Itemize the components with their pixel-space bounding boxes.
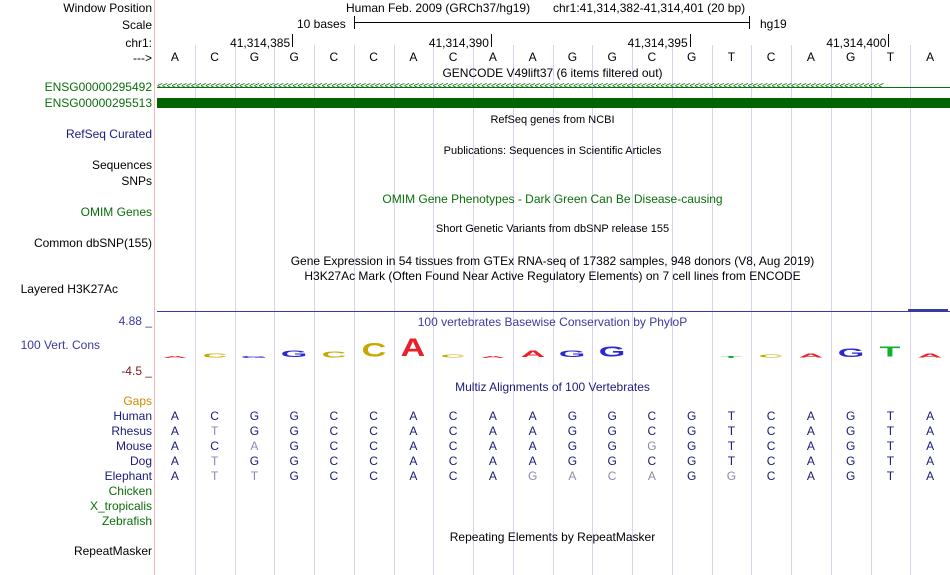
phylop-track-title[interactable]: 100 vertebrates Basewise Conservation by PhyloP — [417, 315, 688, 329]
repeatmasker-track-label[interactable]: RepeatMasker — [73, 544, 152, 558]
alignment-base: T — [886, 454, 895, 468]
alignment-base: G — [845, 439, 856, 453]
reference-base: C — [647, 50, 657, 64]
refseq-track-label[interactable]: RefSeq Curated — [65, 127, 152, 141]
alignment-base: A — [926, 409, 935, 423]
scale-bar — [354, 16, 750, 30]
alignment-base: A — [926, 424, 935, 438]
alignment-base: C — [766, 424, 776, 438]
alignment-base: T — [210, 454, 219, 468]
alignment-base: T — [250, 469, 259, 483]
reference-base: C — [210, 50, 219, 64]
phylop-logo-letter: G — [280, 348, 308, 360]
phylop-logo-letter: C — [758, 353, 784, 359]
reference-base: T — [886, 50, 895, 64]
alignment-base: G — [289, 439, 299, 453]
alignment-base: T — [886, 439, 895, 453]
gene-ens1-feature[interactable] — [157, 81, 950, 93]
gaps-label: Gaps — [123, 394, 152, 408]
alignment-base: T — [886, 424, 895, 438]
multiz-track-title[interactable]: Multiz Alignments of 100 Vertebrates — [455, 380, 650, 394]
reference-base: T — [727, 50, 736, 64]
alignment-base: G — [567, 454, 578, 468]
alignment-base: A — [409, 424, 418, 438]
alignment-base: G — [686, 469, 697, 483]
alignment-base: T — [727, 424, 736, 438]
alignment-base: G — [845, 454, 856, 468]
alignment-base: C — [210, 439, 219, 453]
alignment-base: A — [806, 469, 815, 483]
alignment-base: G — [845, 469, 856, 483]
reference-base: A — [409, 50, 418, 64]
alignment-base: A — [170, 409, 179, 423]
alignment-base: A — [488, 439, 497, 453]
reference-base: A — [488, 50, 497, 64]
chr-label: chr1: — [125, 36, 152, 50]
alignment-base: A — [806, 454, 815, 468]
alignment-base: C — [647, 424, 657, 438]
h3k27ac-signal-peak — [908, 309, 948, 311]
alignment-base: C — [369, 454, 378, 468]
alignment-base: C — [448, 439, 458, 453]
alignment-base: G — [289, 424, 299, 438]
alignment-base: A — [926, 454, 935, 468]
alignment-base: C — [329, 439, 339, 453]
alignment-base: A — [409, 409, 418, 423]
phylop-logo-letter: G — [559, 348, 586, 360]
ruler-coordinate: 41,314,400 — [826, 36, 887, 50]
alignment-base: T — [727, 439, 736, 453]
alignment-base: A — [806, 424, 815, 438]
alignment-base: A — [926, 439, 935, 453]
ruler-coordinate: 41,314,395 — [627, 36, 688, 50]
gene-label-ens1[interactable]: ENSG00000295492 — [44, 80, 152, 94]
reference-base: C — [329, 50, 339, 64]
alignment-base: A — [528, 439, 537, 453]
alignment-base: C — [448, 454, 458, 468]
snps-track-label[interactable]: SNPs — [121, 174, 152, 188]
reference-base: G — [289, 50, 299, 64]
alignment-base: C — [448, 409, 458, 423]
assembly-title: Human Feb. 2009 (GRCh37/hg19) — [346, 1, 531, 15]
alignment-base: A — [409, 439, 418, 453]
alignment-base: G — [289, 454, 299, 468]
gene-label-ens2[interactable]: ENSG00000295513 — [44, 96, 152, 110]
alignment-base: G — [249, 409, 260, 423]
alignment-base: G — [607, 439, 617, 453]
phylop-logo-letter: C — [321, 349, 347, 360]
alignment-base: C — [766, 454, 776, 468]
phylop-logo-letter: T — [720, 355, 742, 359]
phylop-logo-letter: G — [241, 355, 268, 359]
alignment-base: A — [528, 424, 537, 438]
phylop-ymax: 4.88 _ — [118, 314, 152, 328]
ruler-tick — [491, 34, 492, 47]
alignment-base: A — [528, 454, 537, 468]
species-label[interactable]: Dog — [129, 454, 152, 468]
scale-db-label: hg19 — [760, 17, 787, 31]
alignment-base: G — [686, 424, 697, 438]
reference-base: G — [249, 50, 260, 64]
phylop-logo-letter: C — [440, 353, 466, 359]
publications-track-title[interactable]: Publications: Sequences in Scientific Articles — [443, 145, 662, 157]
alignment-base: A — [568, 469, 577, 483]
reference-base: G — [686, 50, 697, 64]
reference-base: G — [567, 50, 578, 64]
strand-arrows: <<<<<<<<<<<<<<<<<<<<<<<<<<<<<<<<<<<<<<<<<<<<<<<<<<<<<<<<<<<<<<<<<<<<<<<<<<<<<<<<<<<<<<<<<<<<<<<<<<<<<<<<<<<<<<<<<<<<<<<<<<<<<<<<<<<<<<<<<<<<<<<<<<<<<< — [157, 81, 883, 92]
alignment-base: C — [766, 409, 776, 423]
alignment-base: G — [567, 424, 578, 438]
alignment-base: G — [607, 454, 617, 468]
ruler-tick — [292, 34, 293, 47]
alignment-base: A — [806, 439, 815, 453]
gene-ens2-feature[interactable] — [157, 98, 950, 108]
h3k27ac-track-title[interactable]: H3K27Ac Mark (Often Found Near Active Regulatory Elements) on 7 cell lines from ENCODE — [304, 269, 801, 283]
dbsnp-track-title[interactable]: Short Genetic Variants from dbSNP release 155 — [435, 223, 670, 235]
alignment-base: C — [766, 469, 776, 483]
alignment-base: G — [686, 409, 697, 423]
alignment-base: G — [686, 439, 697, 453]
alignment-base: C — [369, 424, 378, 438]
alignment-base: A — [488, 454, 497, 468]
phylop-logo-letter: T — [879, 342, 901, 361]
alignment-base: G — [726, 469, 737, 483]
phylop-logo-letter: G — [837, 345, 864, 360]
ruler-tick — [690, 34, 691, 47]
alignment-base: G — [249, 424, 260, 438]
alignment-base: A — [488, 424, 497, 438]
alignment-base: T — [727, 454, 736, 468]
position-readout: chr1:41,314,382-41,314,401 (20 bp) — [553, 1, 746, 15]
reference-base: C — [369, 50, 378, 64]
phylop-ymin: -4.5 _ — [121, 364, 152, 378]
alignment-base: A — [250, 439, 259, 453]
species-label[interactable]: X_tropicalis — [89, 499, 152, 513]
alignment-base: A — [488, 409, 497, 423]
alignment-base: T — [886, 469, 895, 483]
alignment-base: A — [647, 469, 656, 483]
phylop-logo-letter: A — [401, 333, 426, 362]
h3k27ac-signal-baseline — [157, 311, 950, 312]
reference-base: A — [806, 50, 815, 64]
reference-base: A — [528, 50, 537, 64]
alignment-base: C — [329, 469, 339, 483]
alignment-base: T — [727, 409, 736, 423]
species-label[interactable]: Zebrafish — [101, 514, 152, 528]
scale-label: Scale — [121, 18, 152, 32]
alignment-base: C — [448, 469, 458, 483]
alignment-base: T — [210, 424, 219, 438]
alignment-base: A — [409, 469, 418, 483]
phylop-logo-letter: C — [202, 352, 227, 359]
alignment-base: A — [806, 409, 815, 423]
scale-bases-label: 10 bases — [297, 17, 346, 31]
phylop-logo-letter: A — [162, 355, 188, 359]
alignment-base: C — [766, 439, 776, 453]
alignment-base: G — [567, 409, 578, 423]
alignment-base: G — [686, 454, 697, 468]
alignment-base: A — [170, 454, 179, 468]
phylop-logo-letter: A — [798, 352, 824, 359]
alignment-base: C — [329, 409, 339, 423]
alignment-base: C — [369, 409, 378, 423]
alignment-base: G — [289, 409, 299, 423]
alignment-base: C — [647, 454, 657, 468]
alignment-base: A — [170, 469, 179, 483]
species-label[interactable]: Elephant — [104, 469, 152, 483]
omim-track-label[interactable]: OMIM Genes — [80, 205, 152, 219]
alignment-base: G — [607, 424, 617, 438]
ruler-coordinate: 41,314,385 — [230, 36, 291, 50]
alignment-base: G — [527, 469, 538, 483]
reference-base: G — [607, 50, 617, 64]
refseq-track-title[interactable]: RefSeq genes from NCBI — [490, 114, 615, 126]
alignment-base: C — [448, 424, 458, 438]
alignment-base: C — [607, 469, 617, 483]
alignment-base: G — [607, 409, 617, 423]
species-label[interactable]: Chicken — [108, 484, 152, 498]
reference-base: C — [448, 50, 458, 64]
alignment-base: A — [528, 409, 537, 423]
dbsnp-track-label[interactable]: Common dbSNP(155) — [33, 236, 152, 250]
reference-base: G — [845, 50, 856, 64]
window-position-label: Window Position — [63, 1, 152, 15]
phylop-logo-letter: A — [480, 355, 506, 359]
ruler-tick — [888, 34, 889, 47]
alignment-base: A — [488, 469, 497, 483]
phylop-logo-letter: G — [598, 342, 626, 361]
sequences-track-label[interactable]: Sequences — [91, 158, 152, 172]
phylop-logo-letter: C — [361, 338, 386, 361]
alignment-base: T — [210, 469, 219, 483]
alignment-base: A — [170, 439, 179, 453]
alignment-base: T — [886, 409, 895, 423]
species-label[interactable]: Rhesus — [111, 424, 152, 438]
species-label[interactable]: Mouse — [115, 439, 152, 453]
reference-base: C — [766, 50, 776, 64]
alignment-base: C — [647, 409, 657, 423]
ruler-coordinate: 41,314,390 — [428, 36, 489, 50]
h3k27ac-track-label[interactable]: Layered H3K27Ac — [20, 282, 118, 296]
strand-arrow-label: ---> — [133, 51, 152, 65]
alignment-base: C — [369, 439, 378, 453]
alignment-base: C — [329, 424, 339, 438]
gtex-track-title[interactable]: Gene Expression in 54 tissues from GTEx RNA-seq of 17382 samples, 948 donors (V8, Aug 2019) — [290, 254, 815, 268]
alignment-base: G — [647, 439, 657, 453]
alignment-base: G — [289, 469, 299, 483]
vert-cons-track-label[interactable]: 100 Vert. Cons — [20, 338, 100, 352]
alignment-base: G — [249, 454, 260, 468]
alignment-base: C — [329, 454, 339, 468]
alignment-base: G — [845, 424, 856, 438]
phylop-logo-letter: A — [520, 348, 545, 360]
species-label[interactable]: Human — [113, 409, 152, 423]
alignment-base: C — [369, 469, 378, 483]
phylop-logo-letter: A — [917, 352, 943, 359]
reference-base: A — [170, 50, 179, 64]
alignment-base: G — [567, 439, 578, 453]
repeatmasker-track-title[interactable]: Repeating Elements by RepeatMasker — [449, 530, 656, 544]
alignment-base: A — [170, 424, 179, 438]
alignment-base: A — [409, 454, 418, 468]
alignment-base: C — [210, 409, 219, 423]
alignment-base: G — [845, 409, 856, 423]
reference-base: A — [926, 50, 935, 64]
gencode-track-title[interactable]: GENCODE V49lift37 (6 items filtered out) — [442, 66, 663, 80]
alignment-base: A — [926, 469, 935, 483]
omim-track-title[interactable]: OMIM Gene Phenotypes - Dark Green Can Be Disease-causing — [382, 192, 723, 206]
